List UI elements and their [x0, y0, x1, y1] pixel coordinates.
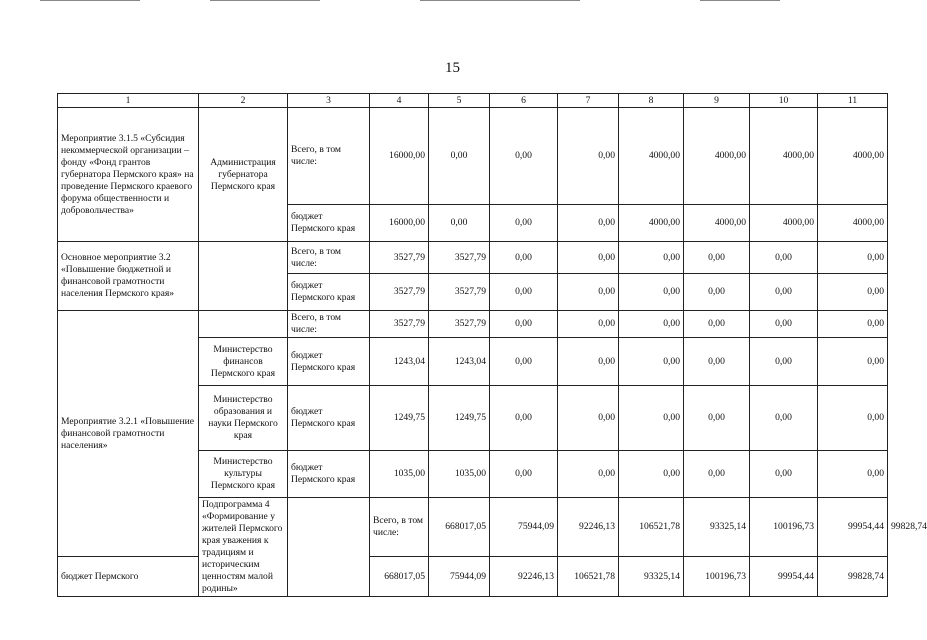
table-row	[58, 108, 888, 205]
value-cell: 0,00	[750, 242, 818, 274]
value-cell: 92246,13	[490, 557, 558, 597]
column-header: 5	[429, 94, 490, 108]
column-header: 10	[750, 94, 818, 108]
value-cell: 0,00	[818, 311, 888, 338]
value-cell: 0,00	[490, 205, 558, 242]
page-top-edge	[0, 0, 905, 2]
executor-cell: Министерство образования и науки Пермского края	[199, 386, 288, 451]
funding-source-cell: Всего, в том числе:	[288, 311, 370, 338]
value-cell: 3527,79	[429, 274, 490, 311]
value-cell: 16000,00	[370, 108, 429, 205]
value-cell: 106521,78	[558, 557, 619, 597]
value-cell: 1243,04	[370, 338, 429, 386]
value-cell: 0,00	[684, 338, 750, 386]
value-cell: 4000,00	[619, 205, 684, 242]
value-cell: 0,00	[684, 274, 750, 311]
column-header: 3	[288, 94, 370, 108]
activity-name-cell: Основное мероприятие 3.2 «Повышение бюджетной и финансовой грамотности населения Пермского края»	[58, 242, 199, 311]
value-cell: 0,00	[429, 108, 490, 205]
value-cell: 0,00	[429, 205, 490, 242]
activity-name-cell: Мероприятие 3.2.1 «Повышение финансовой грамотности населения»	[58, 311, 199, 557]
value-cell: 0,00	[818, 451, 888, 498]
value-cell: 3527,79	[370, 311, 429, 338]
column-header: 7	[558, 94, 619, 108]
funding-source-cell: Всего, в том числе:	[288, 108, 370, 205]
value-cell: 75944,09	[490, 498, 558, 557]
funding-source-cell: Всего, в том числе:	[288, 242, 370, 274]
value-cell: 4000,00	[750, 108, 818, 205]
funding-source-cell: бюджет Пермского края	[288, 386, 370, 451]
executor-cell: Министерство финансов Пермского края	[199, 338, 288, 386]
value-cell: 0,00	[558, 205, 619, 242]
funding-source-cell: Всего, в том числе:	[370, 498, 429, 557]
column-header: 8	[619, 94, 684, 108]
value-cell: 0,00	[750, 338, 818, 386]
value-cell: 0,00	[490, 386, 558, 451]
value-cell: 0,00	[818, 274, 888, 311]
column-header: 4	[370, 94, 429, 108]
value-cell: 0,00	[684, 386, 750, 451]
value-cell: 0,00	[818, 386, 888, 451]
value-cell: 1035,00	[429, 451, 490, 498]
value-cell: 4000,00	[684, 108, 750, 205]
page-number: 15	[445, 60, 460, 76]
value-cell: 93325,14	[619, 557, 684, 597]
value-cell: 92246,13	[558, 498, 619, 557]
value-cell: 3527,79	[429, 311, 490, 338]
value-cell: 100196,73	[750, 498, 818, 557]
value-cell: 1243,04	[429, 338, 490, 386]
value-cell: 0,00	[750, 451, 818, 498]
budget-table	[57, 93, 927, 597]
value-cell: 0,00	[558, 108, 619, 205]
value-cell: 0,00	[619, 451, 684, 498]
value-cell: 4000,00	[818, 205, 888, 242]
funding-source-cell: бюджет Пермского	[58, 557, 199, 597]
value-cell: 99954,44	[818, 498, 888, 557]
table-header-row	[58, 94, 888, 108]
executor-cell: Министерство культуры Пермского края	[199, 451, 288, 498]
executor-cell	[199, 242, 288, 311]
value-cell: 0,00	[490, 451, 558, 498]
value-cell: 4000,00	[619, 108, 684, 205]
funding-source-cell: бюджет Пермского края	[288, 205, 370, 242]
value-cell: 0,00	[684, 311, 750, 338]
table-row	[58, 557, 888, 597]
value-cell: 1249,75	[370, 386, 429, 451]
value-cell: 4000,00	[818, 108, 888, 205]
value-cell: 0,00	[490, 108, 558, 205]
column-header: 6	[490, 94, 558, 108]
value-cell: 4000,00	[684, 205, 750, 242]
value-cell: 0,00	[490, 311, 558, 338]
column-header: 2	[199, 94, 288, 108]
funding-source-cell: бюджет Пермского края	[288, 338, 370, 386]
value-cell: 0,00	[619, 338, 684, 386]
value-cell: 0,00	[558, 386, 619, 451]
value-cell: 75944,09	[429, 557, 490, 597]
value-cell: 668017,05	[370, 557, 429, 597]
column-header: 11	[818, 94, 888, 108]
value-cell: 100196,73	[684, 557, 750, 597]
value-cell: 0,00	[490, 242, 558, 274]
value-cell: 0,00	[750, 274, 818, 311]
value-cell: 0,00	[818, 242, 888, 274]
column-header: 9	[684, 94, 750, 108]
activity-name-cell: Подпрограмма 4 «Формирование у жителей Пермского края уважения к традициям и историческим ценностям малой родины»	[199, 498, 288, 597]
value-cell: 3527,79	[429, 242, 490, 274]
value-cell: 3527,79	[370, 274, 429, 311]
table-row	[58, 242, 888, 274]
executor-cell	[288, 498, 370, 597]
executor-cell	[199, 311, 288, 338]
value-cell: 668017,05	[429, 498, 490, 557]
value-cell: 0,00	[684, 242, 750, 274]
executor-cell: Администрация губернатора Пермского края	[199, 108, 288, 242]
value-cell: 106521,78	[619, 498, 684, 557]
value-cell: 0,00	[818, 338, 888, 386]
value-cell: 93325,14	[684, 498, 750, 557]
table-row	[58, 311, 888, 338]
value-cell: 0,00	[619, 311, 684, 338]
funding-source-cell: бюджет Пермского края	[288, 274, 370, 311]
value-cell: 16000,00	[370, 205, 429, 242]
value-cell: 1249,75	[429, 386, 490, 451]
funding-source-cell: бюджет Пермского края	[288, 451, 370, 498]
activity-name-cell: Мероприятие 3.1.5 «Субсидия некоммерческой организации – фонду «Фонд грантов губернатора Пермского края» на проведение Пермского краевого форума общественности и добровольчества»	[58, 108, 199, 242]
value-cell: 99954,44	[750, 557, 818, 597]
value-cell: 0,00	[684, 451, 750, 498]
value-cell: 0,00	[750, 311, 818, 338]
value-cell: 0,00	[558, 311, 619, 338]
value-cell: 99828,74	[818, 557, 888, 597]
value-cell: 0,00	[558, 242, 619, 274]
value-cell: 0,00	[558, 338, 619, 386]
value-cell: 0,00	[619, 386, 684, 451]
value-cell: 0,00	[490, 274, 558, 311]
value-cell: 0,00	[558, 451, 619, 498]
column-header: 1	[58, 94, 199, 108]
value-cell: 0,00	[750, 386, 818, 451]
value-cell: 0,00	[558, 274, 619, 311]
table-row: Подпрограмма 4 «Формирование у жителей Пермского края уважения к традициям и историческим ценностям малой родины» Всего, в том числе: 668017,05 75944,09 92246,13 106521,78 93325,14 100196,73 99954,44 99828,74	[58, 498, 888, 557]
value-cell: 1035,00	[370, 451, 429, 498]
value-cell: 0,00	[490, 338, 558, 386]
value-cell: 0,00	[619, 274, 684, 311]
value-cell: 3527,79	[370, 242, 429, 274]
value-cell: 4000,00	[750, 205, 818, 242]
value-cell: 0,00	[619, 242, 684, 274]
